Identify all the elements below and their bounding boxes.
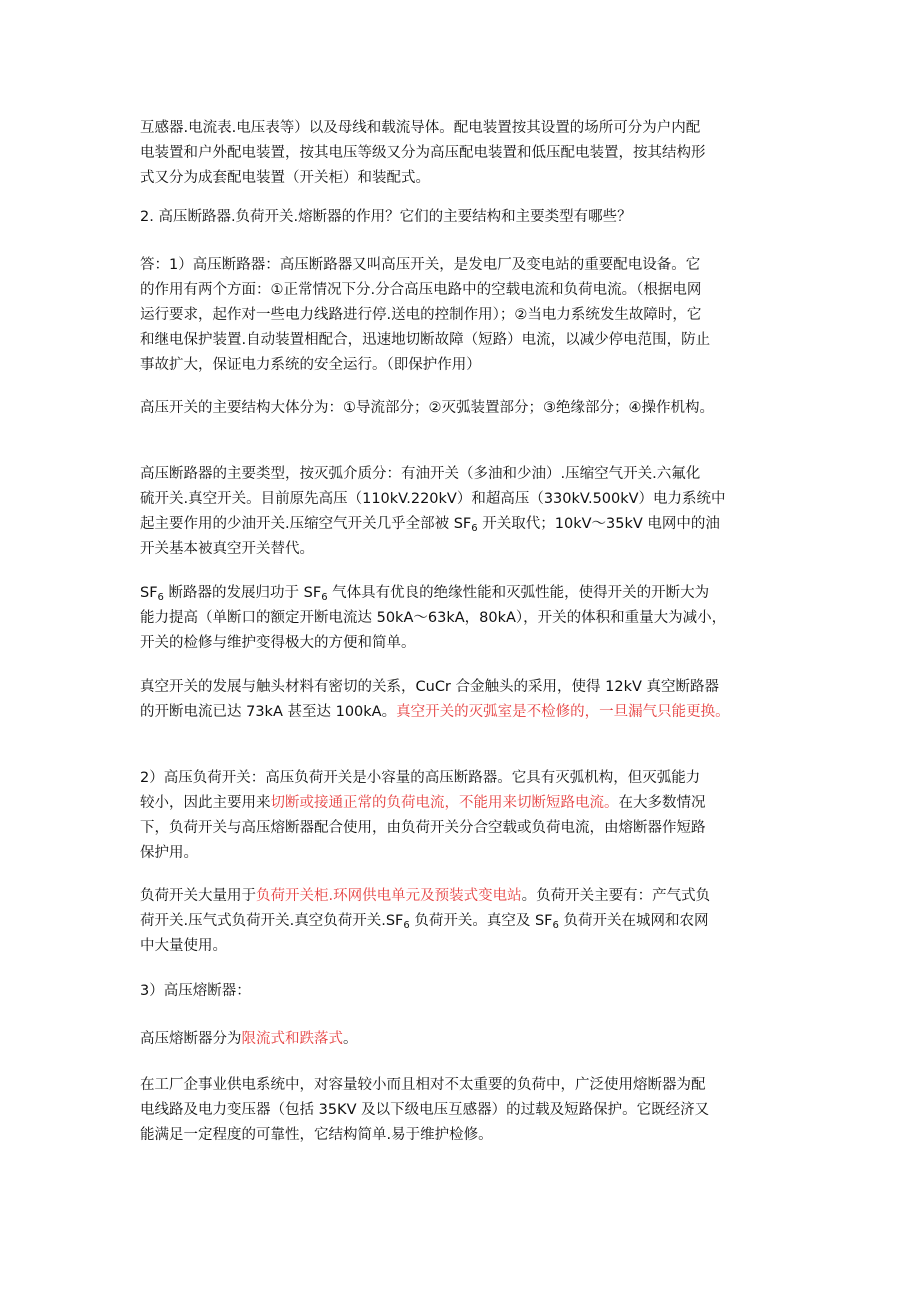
text-fragment: 荷开关.压气式负荷开关.真空负荷开关.SF xyxy=(140,913,404,929)
text-line: 高压断路器的主要类型，按灭弧介质分：有油开关（多油和少油）.压缩空气开关.六氟化 xyxy=(140,466,701,482)
text-fragment: 的开断电流已达 73kA 甚至达 100kA。 xyxy=(140,704,397,720)
load-switch-paragraph xyxy=(140,766,790,866)
text-line: 下，负荷开关与高压熔断器配合使用，由负荷开关分合空载或负荷电流，由熔断器作短路 xyxy=(140,820,706,836)
text-line: 能满足一定程度的可靠性，它结构简单.易于维护检修。 xyxy=(140,1127,493,1143)
sf6-paragraph xyxy=(140,581,790,656)
subscript: 6 xyxy=(403,920,410,931)
text-line: 和继电保护装置.自动装置相配合，迅速地切断故障（短路）电流，以减少停电范围，防止 xyxy=(140,332,711,348)
text-line: 真空开关的发展与触头材料有密切的关系，CuCr 合金触头的采用，使得 12kV 真空断路器 xyxy=(140,679,719,695)
subscript: 6 xyxy=(321,592,328,603)
structure-paragraph xyxy=(140,396,790,421)
breaker-types-paragraph xyxy=(140,462,790,562)
text-line: 式又分为成套配电装置（开关柜）和装配式。 xyxy=(140,170,430,186)
text-line: 3）高压熔断器： xyxy=(140,983,251,999)
breaker-answer-paragraph xyxy=(140,253,790,378)
fuse-heading xyxy=(140,979,790,1004)
text-fragment: SF xyxy=(140,585,158,601)
text-fragment: 高压熔断器分为 xyxy=(140,1031,242,1047)
text-line: 能力提高（单断口的额定开断电流达 50kA～63kA，80kA），开关的体积和重量大为减小， xyxy=(140,610,727,626)
text-fragment: 负荷开关。真空及 SF xyxy=(409,913,553,929)
text-line: 电线路及电力变压器（包括 35KV 及以下级电压互感器）的过载及短路保护。它既经济又 xyxy=(140,1102,710,1118)
highlighted-text: 负荷开关柜.环网供电单元及预装式变电站 xyxy=(256,888,522,904)
subscript: 6 xyxy=(157,592,164,603)
text-line: 开关的检修与维护变得极大的方便和简单。 xyxy=(140,635,416,651)
text-fragment: 负荷开关大量用于 xyxy=(140,888,256,904)
text-line: 的作用有两个方面：①正常情况下分.分合高压电路中的空载电流和负荷电流。（根据电网 xyxy=(140,282,702,298)
text-fragment: 。 xyxy=(343,1031,358,1047)
fuse-types-paragraph xyxy=(140,1027,790,1052)
text-line: 硫开关.真空开关。目前原先高压（110kV.220kV）和超高压（330kV.500kV）电力系统中 xyxy=(140,491,726,507)
text-line: 事故扩大，保证电力系统的安全运行。（即保护作用） xyxy=(140,357,481,373)
text-fragment: 较小，因此主要用来 xyxy=(140,795,271,811)
text-fragment: 负荷开关在城网和农网 xyxy=(558,913,709,929)
text-line: 高压开关的主要结构大体分为：①导流部分；②灭弧装置部分；③绝缘部分；④操作机构。 xyxy=(140,400,714,416)
text-line: 开关基本被真空开关替代。 xyxy=(140,541,314,557)
text-line: 2. 高压断路器.负荷开关.熔断器的作用？它们的主要结构和主要类型有哪些？ xyxy=(140,209,632,225)
subscript: 6 xyxy=(552,920,559,931)
text-fragment: 在大多数情况 xyxy=(618,795,706,811)
highlighted-text: 真空开关的灭弧室是不检修的，一旦漏气只能更换。 xyxy=(396,704,730,720)
text-line xyxy=(140,700,790,725)
text-line: 保护用。 xyxy=(140,845,198,861)
text-fragment: 开关取代；10kV～35kV 电网中的油 xyxy=(477,516,720,532)
text-line: 2）高压负荷开关：高压负荷开关是小容量的高压断路器。它具有灭弧机构，但灭弧能力 xyxy=(140,770,701,786)
question-heading xyxy=(140,205,790,230)
text-fragment: 气体具有优良的绝缘性能和灭弧性能，使得开关的开断大为 xyxy=(327,585,710,601)
fuse-usage-paragraph xyxy=(140,1073,790,1148)
text-fragment: 断路器的发展归功于 SF xyxy=(163,585,322,601)
highlighted-text: 切断或接通正常的负荷电流，不能用来切断短路电流。 xyxy=(270,795,619,811)
text-line xyxy=(140,581,790,606)
text-line xyxy=(140,884,790,909)
text-line xyxy=(140,1027,790,1052)
text-line: 电装置和户外配电装置，按其电压等级又分为高压配电装置和低压配电装置，按其结构形 xyxy=(140,145,706,161)
text-fragment: 起主要作用的少油开关.压缩空气开关几乎全部被 SF xyxy=(140,516,472,532)
text-line xyxy=(140,909,790,934)
text-line: 中大量使用。 xyxy=(140,938,227,954)
load-switch-usage-paragraph xyxy=(140,884,790,959)
vacuum-paragraph xyxy=(140,675,790,725)
text-line: 在工厂企事业供电系统中，对容量较小而且相对不太重要的负荷中，广泛使用熔断器为配 xyxy=(140,1077,706,1093)
highlighted-text: 限流式和跌落式 xyxy=(241,1031,343,1047)
text-line: 互感器.电流表.电压表等）以及母线和载流导体。配电装置按其设置的场所可分为户内配 xyxy=(140,120,701,136)
intro-paragraph xyxy=(140,116,790,191)
text-line: 运行要求，起作对一些电力线路进行停.送电的控制作用）；②当电力系统发生故障时，它 xyxy=(140,307,702,323)
text-line xyxy=(140,791,790,816)
text-line: 答：1）高压断路器：高压断路器又叫高压开关，是发电厂及变电站的重要配电设备。它 xyxy=(140,257,701,273)
text-line xyxy=(140,512,790,537)
text-fragment: 。负荷开关主要有：产气式负 xyxy=(521,888,711,904)
subscript: 6 xyxy=(471,523,478,534)
